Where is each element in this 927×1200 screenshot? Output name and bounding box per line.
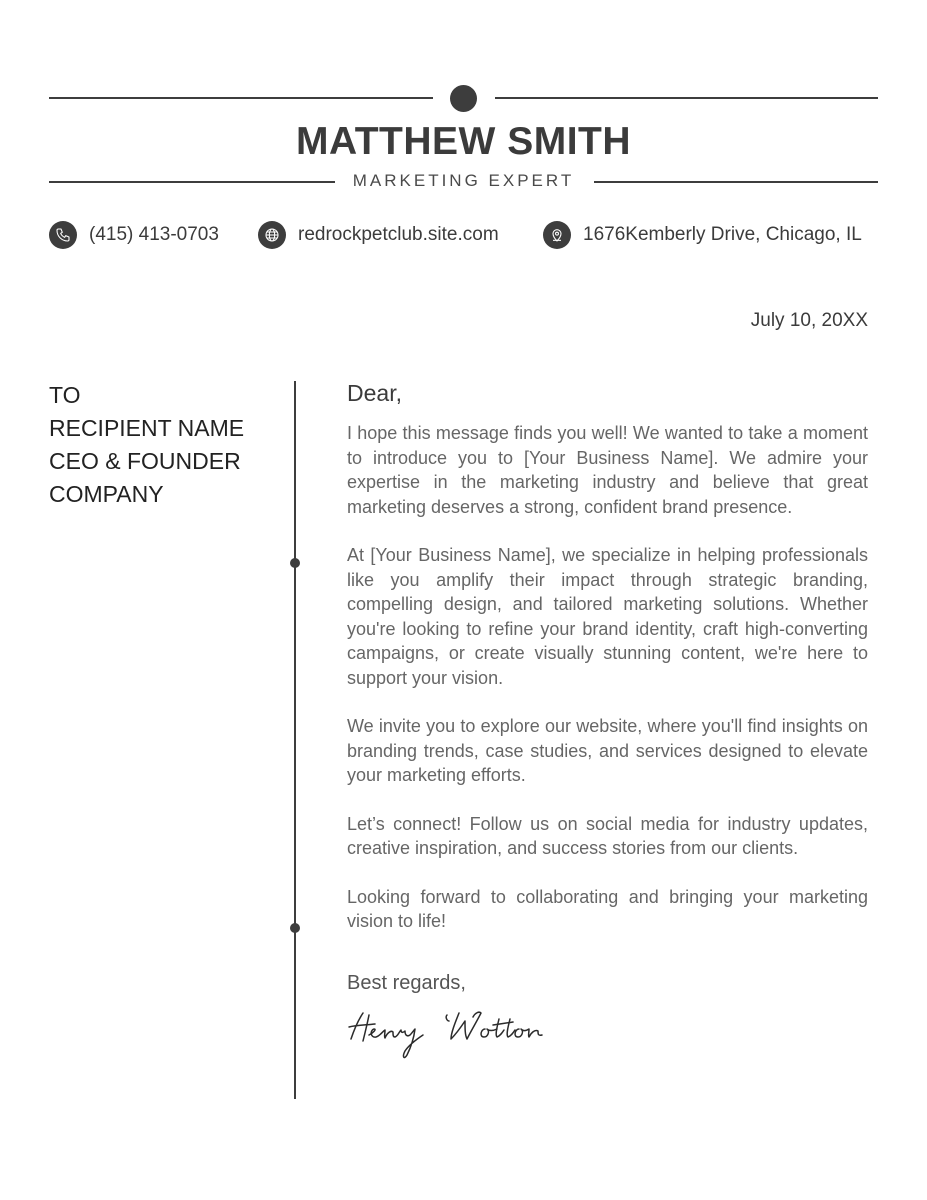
letter-greeting: Dear, — [347, 380, 402, 406]
header-rule-bottom-right — [594, 181, 878, 183]
divider-dot-upper — [290, 558, 300, 568]
phone-icon — [49, 221, 77, 249]
letter-paragraph: We invite you to explore our website, where you'll find insights on branding trends, case studies, and services designed to elevate your marketing efforts. — [347, 716, 868, 785]
letter-date: July 10, 20XX — [750, 310, 868, 331]
globe-icon — [258, 221, 286, 249]
letter-paragraph: Let’s connect! Follow us on social media for industry updates, creative inspiration, and success stories from our clients. — [347, 813, 868, 858]
letter-body — [347, 380, 868, 1065]
contact-address — [543, 220, 862, 250]
letter-paragraph: Looking forward to collaborating and bringing your marketing vision to life! — [347, 886, 868, 931]
letter-closing: Best regards, — [347, 971, 466, 994]
recipient-block — [49, 379, 244, 511]
header-dot — [450, 85, 477, 112]
contact-phone-text: (415) 413-0703 — [89, 224, 219, 245]
applicant-title: MARKETING EXPERT — [352, 171, 575, 190]
vertical-divider — [294, 381, 296, 1099]
contact-phone — [49, 220, 219, 250]
letter-paragraph: I hope this message finds you well! We wanted to take a moment to introduce you to [Your Business Name]. We admire your expertise in the marketing industry and believe that great marketing deserves a strong, confident brand presence. — [347, 423, 868, 517]
header-rule-top-right — [495, 97, 878, 99]
header-rule-top-left — [49, 97, 433, 99]
letter-paragraph: At [Your Business Name], we specialize in helping professionals like you amplify their impact through strategic branding, compelling design, and tailored marketing solutions. Whether you're looking to refine your brand identity, craft high-converting campaigns, or create visually stunning content, we're here to support your vision. — [347, 545, 868, 688]
location-pin-icon — [543, 221, 571, 249]
recipient-to: TO — [49, 382, 81, 408]
recipient-role: CEO & FOUNDER — [49, 448, 241, 474]
recipient-name: RECIPIENT NAME — [49, 415, 245, 441]
contact-website-text: redrockpetclub.site.com — [298, 224, 499, 245]
contact-address-text: 1676Kemberly Drive, Chicago, IL — [583, 224, 862, 245]
divider-dot-lower — [290, 923, 300, 933]
applicant-name: MATTHEW SMITH — [295, 120, 632, 163]
recipient-company: COMPANY — [49, 481, 164, 507]
handwritten-signature — [347, 1005, 547, 1065]
contact-website — [258, 220, 499, 250]
